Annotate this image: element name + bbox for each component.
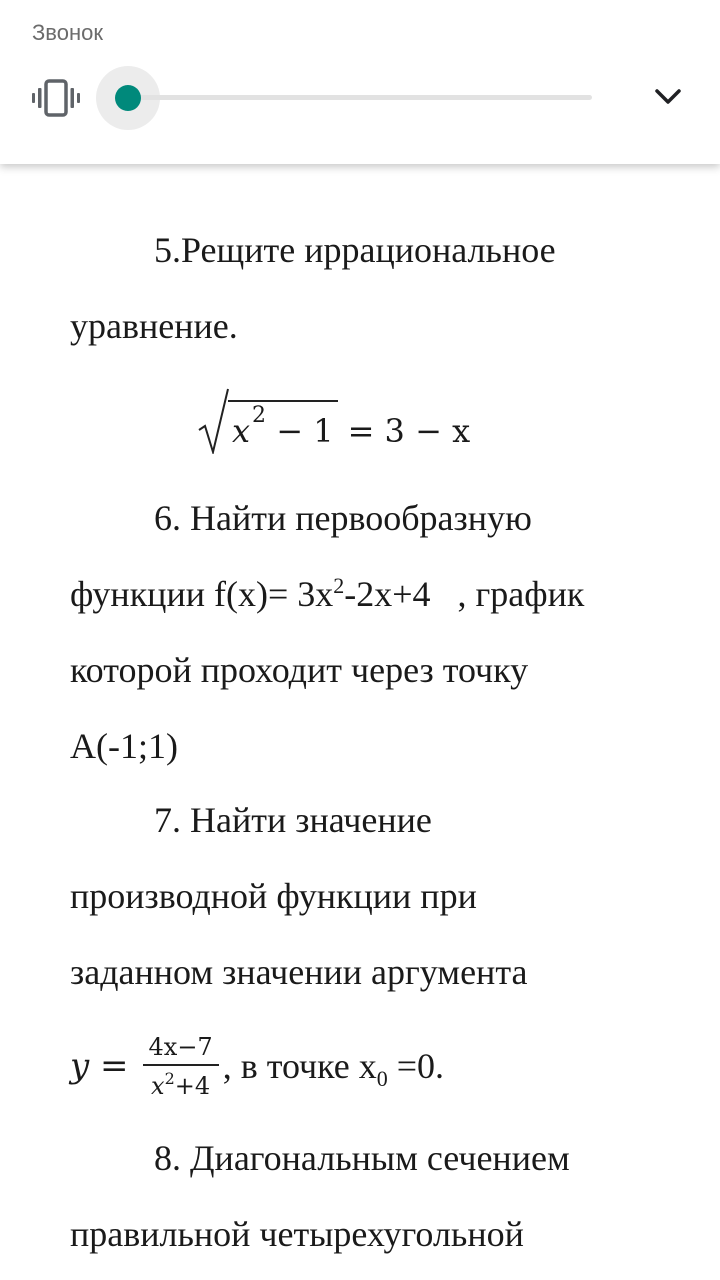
volume-panel [0, 0, 720, 164]
task7-equation [70, 1030, 444, 1102]
sqrt-equation [198, 384, 470, 454]
task6-line3: которой проходит через точку [70, 650, 529, 690]
fraction-numerator: 4x−7 [143, 1033, 219, 1066]
volume-slider[interactable] [96, 66, 596, 130]
task5-line1: 5.Рещите иррациональное [154, 230, 556, 270]
task6-line1: 6. Найти первообразную [154, 498, 532, 538]
task5-line2: уравнение. [70, 306, 238, 346]
eq-variable: x [232, 412, 251, 450]
eq-rhs: = 3 − x [347, 412, 471, 450]
task6-line2-sup: 2 [333, 573, 345, 598]
slider-track[interactable] [128, 95, 592, 100]
task6-line2-prefix: функции f(x)= 3x [70, 574, 334, 614]
task8-line2: правильной четырехугольной [70, 1214, 524, 1254]
volume-stream-title: Звонок [32, 20, 103, 45]
fraction [143, 1033, 219, 1100]
task7-line2: производной функции при [70, 876, 477, 916]
task6-line2 [70, 572, 584, 616]
fraction-denominator: $x^2+4$ [151, 1068, 211, 1100]
vibrate-icon[interactable] [30, 78, 82, 118]
slider-thumb[interactable] [115, 85, 141, 111]
chevron-down-icon[interactable] [652, 84, 684, 110]
sqrt-symbol [198, 388, 230, 454]
task6-line2-suffix: -2x+4 , график [344, 574, 585, 614]
task8-line1: 8. Диагональным сечением [154, 1138, 570, 1178]
task7-line1: 7. Найти значение [154, 800, 432, 840]
eq-lhs: y = [70, 1046, 129, 1086]
eq-exponent: 2 [252, 403, 267, 428]
task6-line4: A(-1;1) [70, 726, 178, 766]
eq-after: , в точке $x_0 =0$. [222, 1046, 445, 1092]
eq-inside-rest: − 1 [276, 412, 334, 450]
task7-line3: заданном значении аргумента [70, 952, 528, 992]
sqrt-radicand [228, 400, 338, 454]
